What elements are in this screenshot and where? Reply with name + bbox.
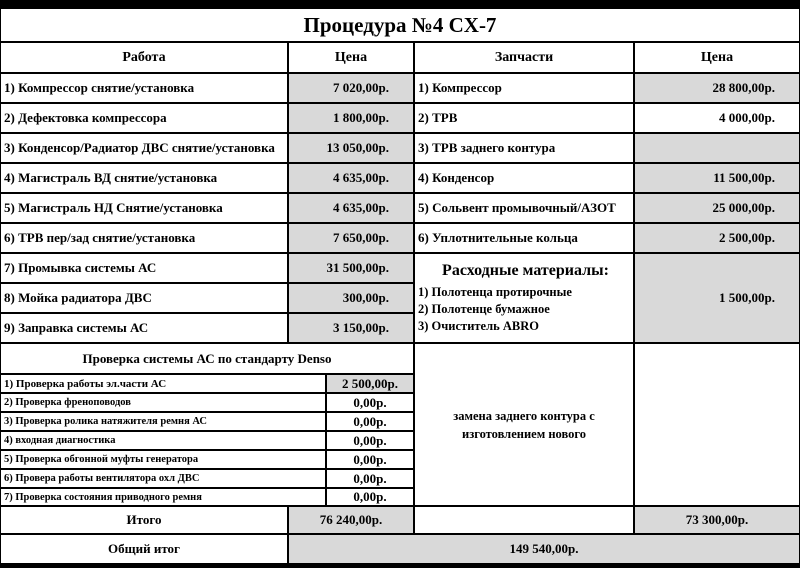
work-item-price: 4 635,00р. xyxy=(288,163,414,193)
replacement-note: замена заднего контура с изготовлением нового xyxy=(414,343,634,506)
work-item-price: 7 020,00р. xyxy=(288,73,414,103)
work-item-price: 4 635,00р. xyxy=(288,193,414,223)
work-item-label: 8) Мойка радиатора ДВС xyxy=(0,283,288,313)
replacement-price-empty xyxy=(634,343,800,506)
parts-item-label: 5) Сольвент промывочный/АЗОТ xyxy=(414,193,634,223)
work-item-label: 1) Компрессор снятие/установка xyxy=(0,73,288,103)
check-item-price: 0,00р. xyxy=(326,469,414,488)
parts-item-price xyxy=(634,133,800,163)
work-item-label: 4) Магистраль ВД снятие/установка xyxy=(0,163,288,193)
check-item-price: 0,00р. xyxy=(326,488,414,506)
parts-total-spacer xyxy=(414,506,634,534)
check-item-price: 0,00р. xyxy=(326,412,414,431)
materials-item: 1) Полотенца протирочные xyxy=(418,284,572,299)
check-item-label: 4) входная диагностика xyxy=(0,431,326,450)
work-item-price: 31 500,00р. xyxy=(288,253,414,283)
header-work: Работа xyxy=(0,42,288,73)
materials-item: 3) Очиститель ABRO xyxy=(418,318,539,333)
materials-item: 2) Полотенце бумажное xyxy=(418,301,550,316)
check-item-label: 2) Проверка френоповодов xyxy=(0,393,326,412)
work-item-label: 2) Дефектовка компрессора xyxy=(0,103,288,133)
work-item-label: 5) Магистраль НД Снятие/установка xyxy=(0,193,288,223)
work-item-label: 9) Заправка системы АС xyxy=(0,313,288,343)
parts-item-price: 25 000,00р. xyxy=(634,193,800,223)
work-item-price: 13 050,00р. xyxy=(288,133,414,163)
header-work-price: Цена xyxy=(288,42,414,73)
work-item-price: 300,00р. xyxy=(288,283,414,313)
parts-item-label: 1) Компрессор xyxy=(414,73,634,103)
check-item-label: 7) Проверка состояния приводного ремня xyxy=(0,488,326,506)
parts-item-price: 11 500,00р. xyxy=(634,163,800,193)
parts-item-price: 28 800,00р. xyxy=(634,73,800,103)
grand-total-label: Общий итог xyxy=(0,534,288,564)
work-item-label: 3) Конденсор/Радиатор ДВС снятие/установка xyxy=(0,133,288,163)
materials-price: 1 500,00р. xyxy=(634,253,800,343)
header-parts: Запчасти xyxy=(414,42,634,73)
work-item-price: 3 150,00р. xyxy=(288,313,414,343)
parts-item-label: 4) Конденсор xyxy=(414,163,634,193)
header-parts-price: Цена xyxy=(634,42,800,73)
work-item-price: 7 650,00р. xyxy=(288,223,414,253)
check-item-label: 6) Провера работы вентилятора охл ДВС xyxy=(0,469,326,488)
parts-item-price: 2 500,00р. xyxy=(634,223,800,253)
check-item-price: 0,00р. xyxy=(326,431,414,450)
materials-block xyxy=(414,253,634,343)
parts-total: 73 300,00р. xyxy=(634,506,800,534)
check-item-price: 2 500,00р. xyxy=(326,374,414,393)
parts-item-price: 4 000,00р. xyxy=(634,103,800,133)
check-item-price: 0,00р. xyxy=(326,450,414,469)
grand-total: 149 540,00р. xyxy=(288,534,800,564)
sheet-title: Процедура №4 CX-7 xyxy=(0,8,800,42)
total-label: Итого xyxy=(0,506,288,534)
work-item-price: 1 800,00р. xyxy=(288,103,414,133)
work-item-label: 6) ТРВ пер/зад снятие/установка xyxy=(0,223,288,253)
check-item-label: 5) Проверка обгонной муфты генератора xyxy=(0,450,326,469)
parts-item-label: 3) ТРВ заднего контура xyxy=(414,133,634,163)
parts-item-label: 2) ТРВ xyxy=(414,103,634,133)
check-item-price: 0,00р. xyxy=(326,393,414,412)
work-item-label: 7) Промывка системы АС xyxy=(0,253,288,283)
work-total: 76 240,00р. xyxy=(288,506,414,534)
check-heading: Проверка системы АС по стандарту Denso xyxy=(0,343,414,374)
check-item-label: 1) Проверка работы эл.части АС xyxy=(0,374,326,393)
materials-heading: Расходные материалы: xyxy=(442,261,609,279)
parts-item-label: 6) Уплотнительные кольца xyxy=(414,223,634,253)
check-item-label: 3) Проверка ролика натяжителя ремня АС xyxy=(0,412,326,431)
